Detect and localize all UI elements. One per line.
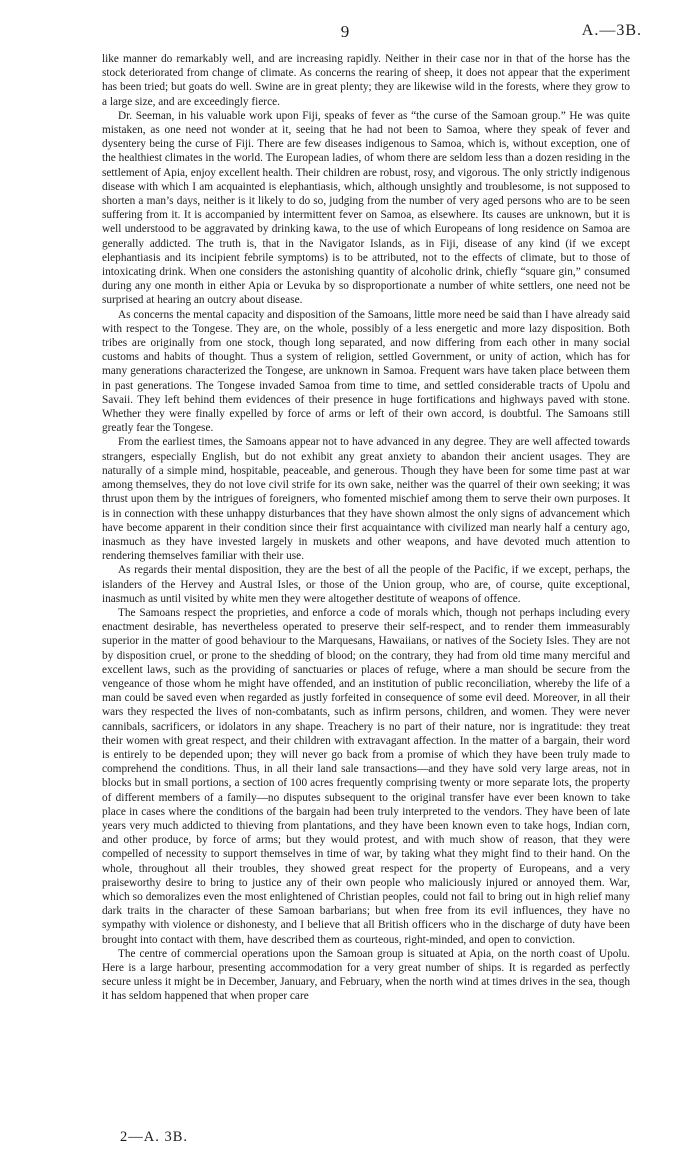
paragraph-morals: The Samoans respect the proprieties, and enforce a code of morals which, though not perhaps including every enactment desirable, has nevertheless operated to preserve their self-respect, and to render them immeasurably superior in the matter of good behaviour to the Marquesans, Hawaiians, or natives of the Society Isles. They are not by disposition cruel, or prone to the shedding of blood; on the contrary, they had from old time many merciful and excellent laws, such as the providing of sanctuaries or places of refuge, where a man should be secure from the vengeance of those whom he might have offended, and an institution of public reconciliation, whereby the life of a man could be saved even when regarded as justly forfeited in consequence of some evil deed. Moreover, in all their wars they respected the lives of non-combatants, such as infirm persons, children, and women. They were never cannibals, sacrificers, or idolators in any shape. Treachery is no part of their nature, nor is ingratitude: they treat their women with great respect, and their children with extravagant affection. In the matter of a bargain, their word is entirely to be depended upon; they will never go back from a promise of which they have been truly made to comprehend the conditions. Thus, in all their land sale transactions—and they have sold very large areas, not in blocks but in small portions, a section of 100 acres frequently comprising twenty or more separate lots, the property of different members of a family—no disputes subsequent to the original transfer have ever been known to take place in cases where the conditions of the bargain had been truly interpreted to the vendors. They have been of late years very much addicted to thieving from plantations, and they have been known even to take hogs, Indian corn, and other produce, by force of arms; but they would protest, and with much show of reason, that they were compelled of necessity to support themselves in time of war, by taking what they might find to their hand. On the whole, throughout all their troubles, they showed great respect for the property of Europeans, and a very praiseworthy desire to bring to justice any of their own people who maliciously injured or annoyed them. War, which so demoralizes even the most enlightened of Christian peoples, could not fail to bring out in high relief many dark traits in the character of these Samoan barbarians; but when free from its evil influences, they have no sympathy with violence or dishonesty, and I believe that all British officers who in the discharge of duty have been brought into contact with them, have described them as courteous, right-minded, and open to conviction.	[102, 606, 630, 946]
paragraph-health: Dr. Seeman, in his valuable work upon Fiji, speaks of fever as “the curse of the Samoan group.” He was quite mistaken, as one need not wonder at it, seeing that he had not been to Samoa, where they speak of fever and dysentery being the curse of Fiji. There are few diseases indigenous to Samoa, which is, without exception, one of the healthiest climates in the world. The European ladies, of whom there are seldom less than a dozen residing in the settlement of Apia, enjoy excellent health. Their children are robust, rosy, and vigorous. The only strictly indigenous disease with which I am acquainted is elephantiasis, which, although unsightly and troublesome, is not supposed to shorten a man’s days, neither is it likely to do so, judging from the number of very aged persons who are to be seen suffering from it. It is accompanied by intermittent fever on Samoa, as elsewhere. Its causes are unknown, but it is well understood to be aggravated by drinking kawa, to the use of which Europeans of long residence on Samoa are generally addicted. The truth is, that in the Navigator Islands, as in Fiji, disease of any kind (if we except elephantiasis and its incipient febrile symptoms) is to be attributed, not to the effects of climate, but to those of intoxicating drink. When one considers the astonishing quantity of alcoholic drink, chiefly “square gin,” consumed during any one month in either Apia or Levuka by so disproportionate a number of white settlers, one need not be surprised at hearing an outcry about disease.	[102, 109, 630, 307]
paragraph-commerce: The centre of commercial operations upon the Samoan group is situated at Apia, on the north coast of Upolu. Here is a large harbour, presenting accommodation for a very great number of ships. It is regarded as perfectly secure unless it might be in December, January, and February, when the north wind at times drives in the sea, though it has seldom happened that when proper care	[102, 947, 630, 1003]
paragraph-mental-capacity: As concerns the mental capacity and disposition of the Samoans, little more need be said than I have already said with respect to the Tongese. They are, on the whole, possibly of a less energetic and more lazy disposition. Both tribes are originally from one stock, though long separated, and now differing from each other in many social customs and habits of thought. Thus a system of religion, settled Government, or unity of action, which has for many generations characterized the Tongese, are unknown in Samoa. Frequent wars have taken place between them in past generations. The Tongese invaded Samoa from time to time, and settled considerable tracts of Upolu and Savaii. They left behind them evidences of their presence in huge fortifications and highways paved with stone. Whether they were finally expelled by force of arms or left of their own accord, is doubtful. The Samoans still greatly fear the Tongese.	[102, 308, 630, 435]
paragraph-advancement: From the earliest times, the Samoans appear not to have advanced in any degree. They are well affected towards strangers, especially English, but do not exhibit any great anxiety to abandon their ancient usages. They are naturally of a simple mind, hospitable, peaceable, and generous. Though they have been for some time past at war among themselves, they do not love civil strife for its own sake, neither was the quarrel of their own seeking; it was thrust upon them by the intrigues of foreigners, who fomented mischief among them to serve their own purposes. It is in connection with these unhappy disturbances that they have shown almost the only signs of advancement which have become apparent in their condition since their first acquaintance with civilized man nearly half a century ago, inasmuch as they have invested largely in muskets and other weapons, and have devoted much attention to rendering themselves familiar with their use.	[102, 436, 630, 563]
page-number: 9	[340, 22, 350, 41]
paragraph-mental-disposition: As regards their mental disposition, they are the best of all the people of the Pacific, if we except, perhaps, the islanders of the Hervey and Austral Isles, or those of the Union group, who are, of course, quite exceptional, inasmuch as until visited by white men they were altogether destitute of weapons of offence.	[102, 564, 630, 605]
body-text	[102, 52, 630, 1004]
document-reference: A.—3B.	[581, 22, 642, 39]
paragraph-livestock: like manner do remarkably well, and are increasing rapidly. Neither in their case nor in that of the horse has the stock deteriorated from change of climate. As concerns the rearing of sheep, it does not appear that the experiment has been tried; but goats do well. Swine are in great plenty; they are likewise wild in the forests, where they grow to a large size, and are exceedingly fierce.	[102, 53, 630, 108]
signature-mark: 2—A. 3B.	[120, 1129, 189, 1145]
page-header	[0, 22, 700, 46]
